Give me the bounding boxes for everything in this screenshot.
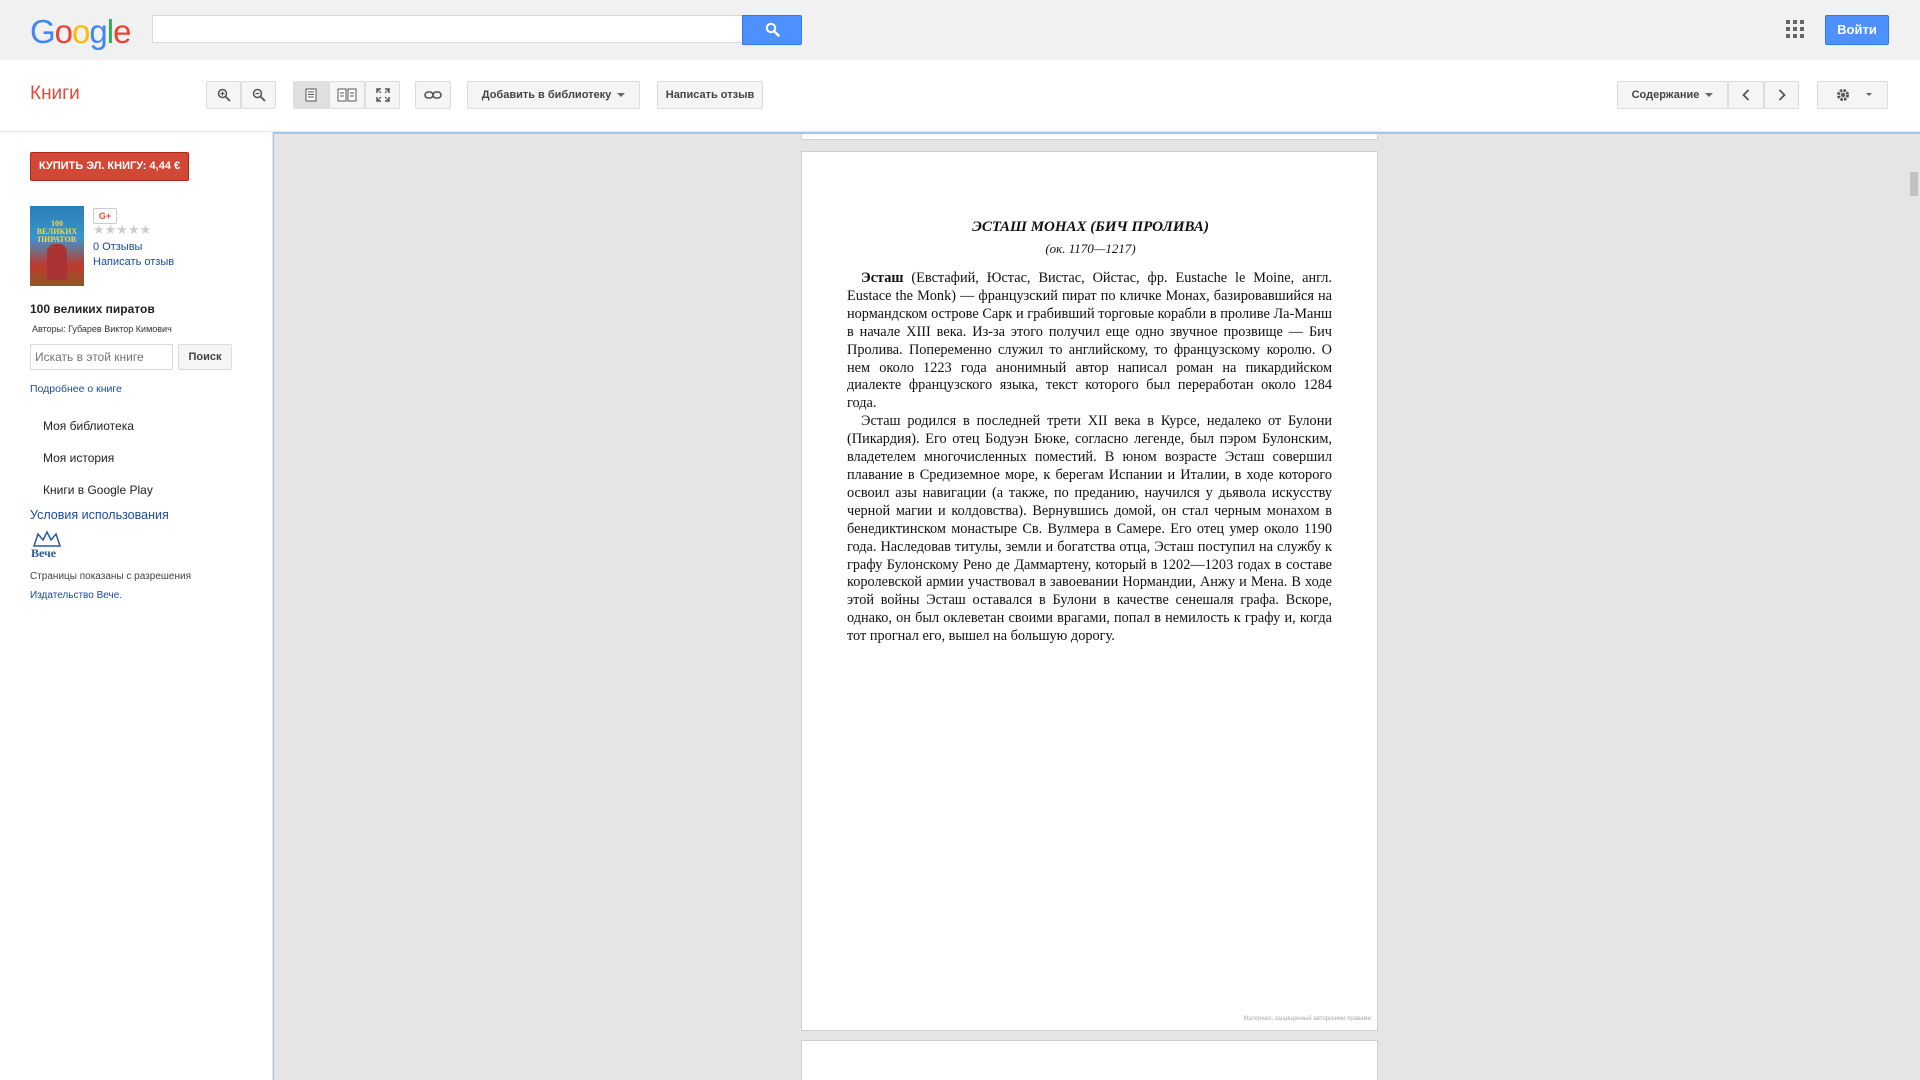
permission-text: Страницы показаны с разрешения	[30, 571, 191, 582]
books-toolbar	[0, 60, 1920, 132]
link-button[interactable]	[415, 81, 451, 109]
book-page	[801, 151, 1378, 1031]
zoom-in-icon	[217, 88, 231, 102]
search-icon	[765, 22, 780, 37]
paragraph-lead: Эсташ	[861, 270, 904, 286]
signin-button[interactable]: Войти	[1825, 15, 1889, 45]
logo-letter: o	[72, 13, 90, 50]
add-to-library-button[interactable]	[467, 81, 640, 109]
chapter-title: ЭСТАШ МОНАХ (БИЧ ПРОЛИВА)	[972, 219, 1209, 235]
buy-ebook-button[interactable]: КУПИТЬ ЭЛ. КНИГУ: 4,44 €	[30, 152, 189, 181]
book-sidebar	[0, 132, 273, 1080]
publisher-logo[interactable]	[30, 530, 64, 562]
add-to-library-label: Добавить в библиотеку	[481, 89, 612, 101]
terms-link[interactable]: Условия использования	[30, 508, 169, 522]
menu-my-library[interactable]: Моя библиотека	[43, 419, 134, 433]
next-page-button[interactable]	[1764, 81, 1799, 109]
previous-page	[801, 132, 1378, 140]
single-page-view-button[interactable]	[293, 81, 329, 109]
more-about-book-link[interactable]: Подробнее о книге	[30, 383, 122, 395]
book-authors: Авторы: Губарев Виктор Кимович	[32, 324, 172, 334]
chevron-down-icon	[617, 93, 625, 97]
rating-stars: ★★★★★	[93, 222, 152, 237]
publisher-logo-text: Вече	[31, 546, 57, 560]
apps-grid-icon[interactable]	[1786, 20, 1804, 38]
book-viewer[interactable]	[273, 132, 1920, 1080]
search-button[interactable]	[742, 15, 802, 45]
zoom-out-icon	[252, 88, 266, 102]
link-icon	[424, 90, 442, 100]
zoom-in-button[interactable]	[206, 81, 241, 109]
contents-button[interactable]	[1617, 81, 1728, 109]
write-review-link[interactable]: Написать отзыв	[93, 256, 175, 268]
fullscreen-icon	[376, 88, 390, 102]
logo-letter: o	[54, 13, 73, 50]
search-in-book-input[interactable]	[30, 344, 173, 370]
book-title: 100 великих пиратов	[30, 302, 155, 316]
page-body	[847, 270, 1332, 646]
prev-page-button[interactable]	[1728, 81, 1764, 109]
search-in-book-button[interactable]: Поиск	[178, 344, 232, 370]
menu-google-play-books[interactable]: Книги в Google Play	[43, 483, 153, 497]
logo-letter: e	[113, 13, 131, 50]
paragraph: Эсташ родился в последней трети XII века в Курсе, недалеко от Булони (Пикардия). Его отец Бодуэн Бюке, согласно легенде, был пэром Булонским, владетелем многочисленных поместий. В юном возрасте Эсташ совершил плавание в Средиземное море, к берегам Испании и Италии, в ходе которого освоил азы навигации (а также, по преданию, научился у дьявола искусству черной магии и колдовства). Вернувшись домой, он стал черным монахом в бенедиктинском монастыре Св. Вулмера в Самере. Его отец умер около 1190 года. Наследовав титулы, земли и богатства отца, Эсташ поступил на службу к графу Булонскому Рено де Даммартену, который в 1202—1203 годах в составе королевской армии участвовал в завоевании Нормандии, Анжу и Мена. В ходе этой войны Эсташ оставался в Булони в качестве сенешаля графа. Вскоре, однако, он был оклеветан своими врагами, попал в немилость к графу и, когда тот прогнал его, вышел на большую дорогу.	[847, 413, 1332, 645]
chapter-subtitle: (ок. 1170—1217)	[1045, 241, 1136, 256]
scrollbar-thumb[interactable]	[1910, 172, 1918, 196]
chevron-left-icon	[1742, 89, 1750, 101]
fullscreen-button[interactable]	[365, 81, 400, 109]
logo-letter: l	[106, 13, 114, 50]
single-page-icon	[305, 88, 317, 102]
two-page-view-button[interactable]	[329, 81, 365, 109]
cover-title: 100 ВЕЛИКИХ ПИРАТОВ	[36, 219, 78, 244]
logo-letter: G	[30, 13, 55, 50]
chevron-down-icon	[1705, 93, 1713, 97]
zoom-out-button[interactable]	[241, 81, 276, 109]
books-title-link[interactable]: Книги	[30, 83, 80, 104]
publisher-link[interactable]: Издательство Вече.	[30, 590, 123, 601]
cover-figure	[47, 244, 67, 280]
paragraph	[847, 270, 1332, 413]
book-cover[interactable]	[30, 206, 84, 286]
copyright-watermark: Материал, защищенный авторскими правами	[1243, 1016, 1371, 1022]
gear-icon	[1833, 87, 1873, 103]
search-input[interactable]	[152, 15, 742, 43]
google-logo[interactable]	[30, 13, 130, 51]
write-review-button[interactable]: Написать отзыв	[657, 81, 763, 109]
settings-button[interactable]	[1817, 81, 1888, 109]
two-page-icon	[337, 88, 357, 102]
gplus-button[interactable]: G+	[93, 208, 117, 224]
next-page	[801, 1040, 1378, 1080]
reviews-link[interactable]: 0 Отзывы	[93, 241, 143, 253]
top-bar	[0, 0, 1920, 60]
logo-letter: g	[89, 13, 107, 50]
paragraph-text: (Евстафий, Юстас, Вистас, Ойстас, фр. Eustache le Moine, англ. Eustace the Monk) — французский пират по кличке Монах, базировавшийся на нормандском острове Сарк и грабивший торговые корабли в проливе Ла-Манш в начале XIII века. Из-за этого получил еще одно звучное прозвище — Бич Пролива. Попеременно служил то английскому, то французскому королю. О нем около 1223 года анонимный автор написал роман на пикардийском диалекте французского языка, текст которого был переработан около 1284 года.	[847, 270, 1332, 412]
chevron-right-icon	[1778, 89, 1786, 101]
contents-label: Содержание	[1631, 89, 1700, 101]
menu-my-history[interactable]: Моя история	[43, 451, 115, 465]
